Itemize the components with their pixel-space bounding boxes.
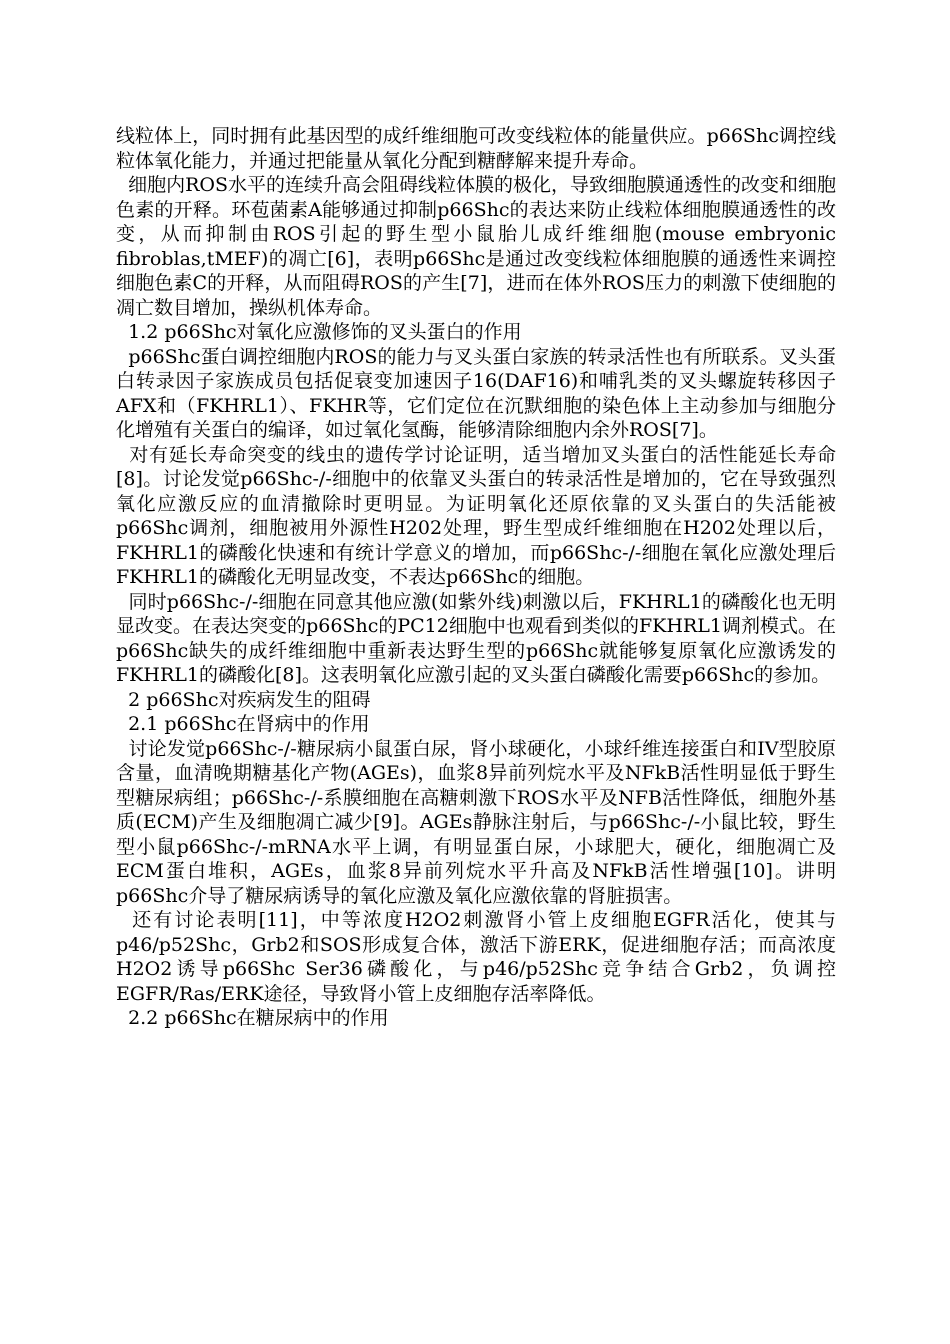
section-heading-1-2: 1.2 p66Shc对氧化应激修饰的叉头蛋白的作用 <box>116 321 522 343</box>
paragraph-uv-stress: 同时p66Shc-/-细胞在同意其他应激(如紫外线)刺激以后，FKHRL1的磷酸化也无明显改变。在表达突变的p66Shc的PC12细胞中也观看到类似的FKHRL1调剂模式。在p66Shc缺失的成纤维细胞中重新表达野生型的p66Shc就能够复原氧化应激诱发的FKHRL1的磷酸化[8]。这表明氧化应激引起的叉头蛋白磷酸化需要p66Shc的参加。 <box>116 590 836 686</box>
paragraph-h2o2-egfr: 还有讨论表明[11]，中等浓度H2O2刺激肾小管上皮细胞EGFR活化，使其与p46/p52Shc，Grb2和SOS形成复合体，激活下游ERK，促进细胞存活；而高浓度H2O2诱导p66Shc Ser36磷酸化，与p46/p52Shc竞争结合Grb2，负调控EGFR/Ras/ERK途径，导致肾小管上皮细胞存活率降低。 <box>116 909 836 1005</box>
section-heading-2: 2 p66Shc对疾病发生的阻碍 <box>116 688 371 711</box>
paragraph-forkhead-family: p66Shc蛋白调控细胞内ROS的能力与叉头蛋白家族的转录活性也有所联系。叉头蛋白转录因子家族成员包括促衰变加速因子16(DAF16)和哺乳类的叉头螺旋转移因子AFX和（FKHRL1）、FKHR等，它们定位在沉默细胞的染色体上主动参加与细胞分化增殖有关蛋白的编译，如过氧化氢酶，能够清除细胞内余外ROS[7]。 <box>116 345 836 441</box>
section-heading-2-2: 2.2 p66Shc在糖尿病中的作用 <box>116 1007 389 1029</box>
paragraph-nematode-lifespan: 对有延长寿命突变的线虫的遗传学讨论证明，适当增加叉头蛋白的活性能延长寿命[8]。讨论发觉p66Shc-/-细胞中的依靠叉头蛋白的转录活性是增加的，它在导致强烈氧化应激反应的血清撤除时更明显。为证明氧化还原依靠的叉头蛋白的失活能被p66Shc调剂，细胞被用外源性H202处理，野生型成纤维细胞在H202处理以后，FKHRL1的磷酸化快速和有统计学意义的增加，而p66Shc-/-细胞在氧化应激处理后FKHRL1的磷酸化无明显改变，不表达p66Shc的细胞。 <box>116 443 836 588</box>
paragraph-mitochondria-energy: 线粒体上，同时拥有此基因型的成纤维细胞可改变线粒体的能量供应。p66Shc调控线粒体氧化能力，并通过把能量从氧化分配到糖酵解来提升寿命。 <box>116 125 836 172</box>
section-heading-2-1: 2.1 p66Shc在肾病中的作用 <box>116 713 370 735</box>
paragraph-diabetic-nephropathy: 讨论发觉p66Shc-/-糖尿病小鼠蛋白尿，肾小球硬化，小球纤维连接蛋白和IV型胶原含量，血清晚期糖基化产物(AGEs)，血浆8异前列烷水平及NFkB活性明显低于野生型糖尿病组；p66Shc-/-系膜细胞在高糖刺激下ROS水平及NFB活性降低，细胞外基质(ECM)产生及细胞凋亡减少[9]。AGEs静脉注射后，与p66Shc-/-小鼠比较，野生型小鼠p66Shc-/-mRNA水平上调，有明显蛋白尿，小球肥大，硬化，细胞凋亡及ECM蛋白堆积，AGEs，血浆8异前列烷水平升高及NFkB活性增强[10]。讲明p66Shc介导了糖尿病诱导的氧化应激及氧化应激依靠的肾脏损害。 <box>116 737 836 907</box>
paragraph-ros-membrane: 细胞内ROS水平的连续升高会阻碍线粒体膜的极化，导致细胞膜通透性的改变和细胞色素的开释。环苞菌素A能够通过抑制p66Shc的表达来防止线粒体细胞膜通透性的改变，从而抑制由ROS引起的野生型小鼠胎儿成纤维细胞(mouse embryonic fibroblas,tMEF)的凋亡[6]，表明p66Shc是通过改变线粒体细胞膜的通透性来调控细胞色素C的开释，从而阻碍ROS的产生[7]，进而在体外ROS压力的刺激下使细胞的凋亡数目增加，操纵机体寿命。 <box>116 174 843 319</box>
document-body <box>116 124 843 1031</box>
